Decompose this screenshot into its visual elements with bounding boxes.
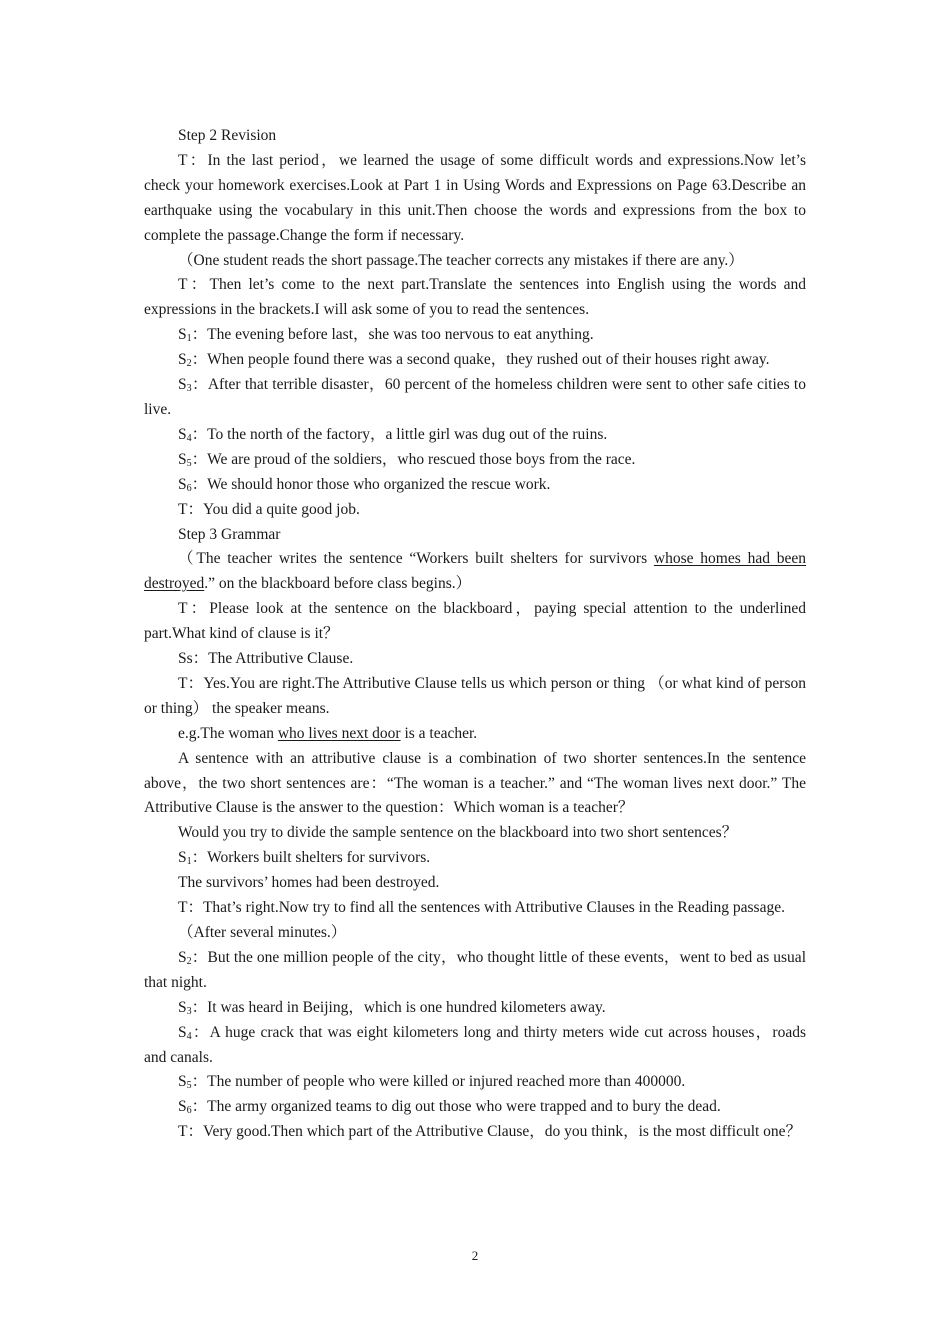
step-3-heading: Step 3 Grammar (178, 525, 281, 543)
explanation-paragraph: A sentence with an attributive clause is a combination of two shorter sentences.In the sentence above，the two short sentences are：“The woman is a teacher.” and “The woman lives next door.” The Attributive Clause is the answer to the question：Which woman is a teacher？ (144, 749, 806, 817)
stage-direction: （After several minutes.） (178, 924, 347, 941)
step-2-heading: Step 2 Revision (178, 127, 277, 144)
teacher-line: T：Please look at the sentence on the blackboard，paying special attention to the underlined part.What kind of clause is it？ (144, 600, 806, 643)
student-line: $S_5$：The number of people who were killed or injured reached more than 400000. (178, 1073, 686, 1092)
teacher-line: T：That’s right.Now try to find all the sentences with Attributive Clauses in the Reading passage. (178, 899, 785, 917)
student-line: $S_1$：Workers built shelters for survivors. (178, 849, 431, 868)
teacher-line: T：You did a quite good job. (178, 500, 360, 518)
teacher-line: T：In the last period，we learned the usage of some difficult words and expressions.Now let’s check your homework exercises.Look at Part 1 in Using Words and Expressions on Page 63.Describe an earthquake using the vocabulary in this unit.Then choose the words and expressions from the box to complete the passage.Change the form if necessary. (144, 151, 806, 244)
underlined-clause: whose homes had been destroyed (144, 550, 806, 593)
document-body (144, 124, 806, 1145)
teacher-line: T：Yes.You are right.The Attributive Clause tells us which person or thing （or what kind of person or thing） the speaker means. (144, 674, 806, 717)
teacher-line: T：Very good.Then which part of the Attributive Clause，do you think，is the most difficult one？ (178, 1123, 802, 1141)
student-line: $S_6$：The army organized teams to dig out those who were trapped and to bury the dead. (178, 1098, 721, 1117)
student-line-continued: The survivors’ homes had been destroyed. (178, 874, 440, 892)
student-line: $S_2$：But the one million people of the city，who thought little of these events，went to bed as usual that night. (144, 948, 806, 991)
example-sentence: e.g.The woman who lives next door is a teacher. (178, 724, 478, 742)
teacher-question: Would you try to divide the sample sentence on the blackboard into two short sentences？ (178, 824, 738, 842)
student-line: $S_4$：A huge crack that was eight kilometers long and thirty meters wide cut across houses，roads and canals. (144, 1023, 806, 1066)
teacher-line: T：Then let’s come to the next part.Translate the sentences into English using the words and expressions in the brackets.I will ask some of you to read the sentences. (144, 276, 806, 319)
student-line: $S_3$：After that terrible disaster，60 percent of the homeless children were sent to other safe cities to live. (144, 376, 806, 418)
student-line: $S_5$：We are proud of the soldiers，who rescued those boys from the race. (178, 450, 636, 469)
students-line: Ss：The Attributive Clause. (178, 650, 354, 668)
stage-direction: （The teacher writes the sentence “Workers built shelters for survivors whose homes had been destroyed.” on the blackboard before class begins.） (144, 550, 806, 593)
student-line: $S_1$：The evening before last，she was too nervous to eat anything. (178, 326, 594, 345)
page-number: 2 (471, 1248, 479, 1263)
student-line: $S_6$：We should honor those who organized the rescue work. (178, 475, 551, 494)
underlined-clause: who lives next door (277, 724, 401, 742)
student-line: $S_4$：To the north of the factory，a little girl was dug out of the ruins. (178, 425, 608, 444)
student-line: $S_3$：It was heard in Beijing，which is one hundred kilometers away. (178, 998, 606, 1017)
student-line: $S_2$：When people found there was a second quake，they rushed out of their houses right away. (178, 351, 770, 370)
stage-direction: （One student reads the short passage.The teacher corrects any mistakes if there are any.） (178, 251, 744, 269)
